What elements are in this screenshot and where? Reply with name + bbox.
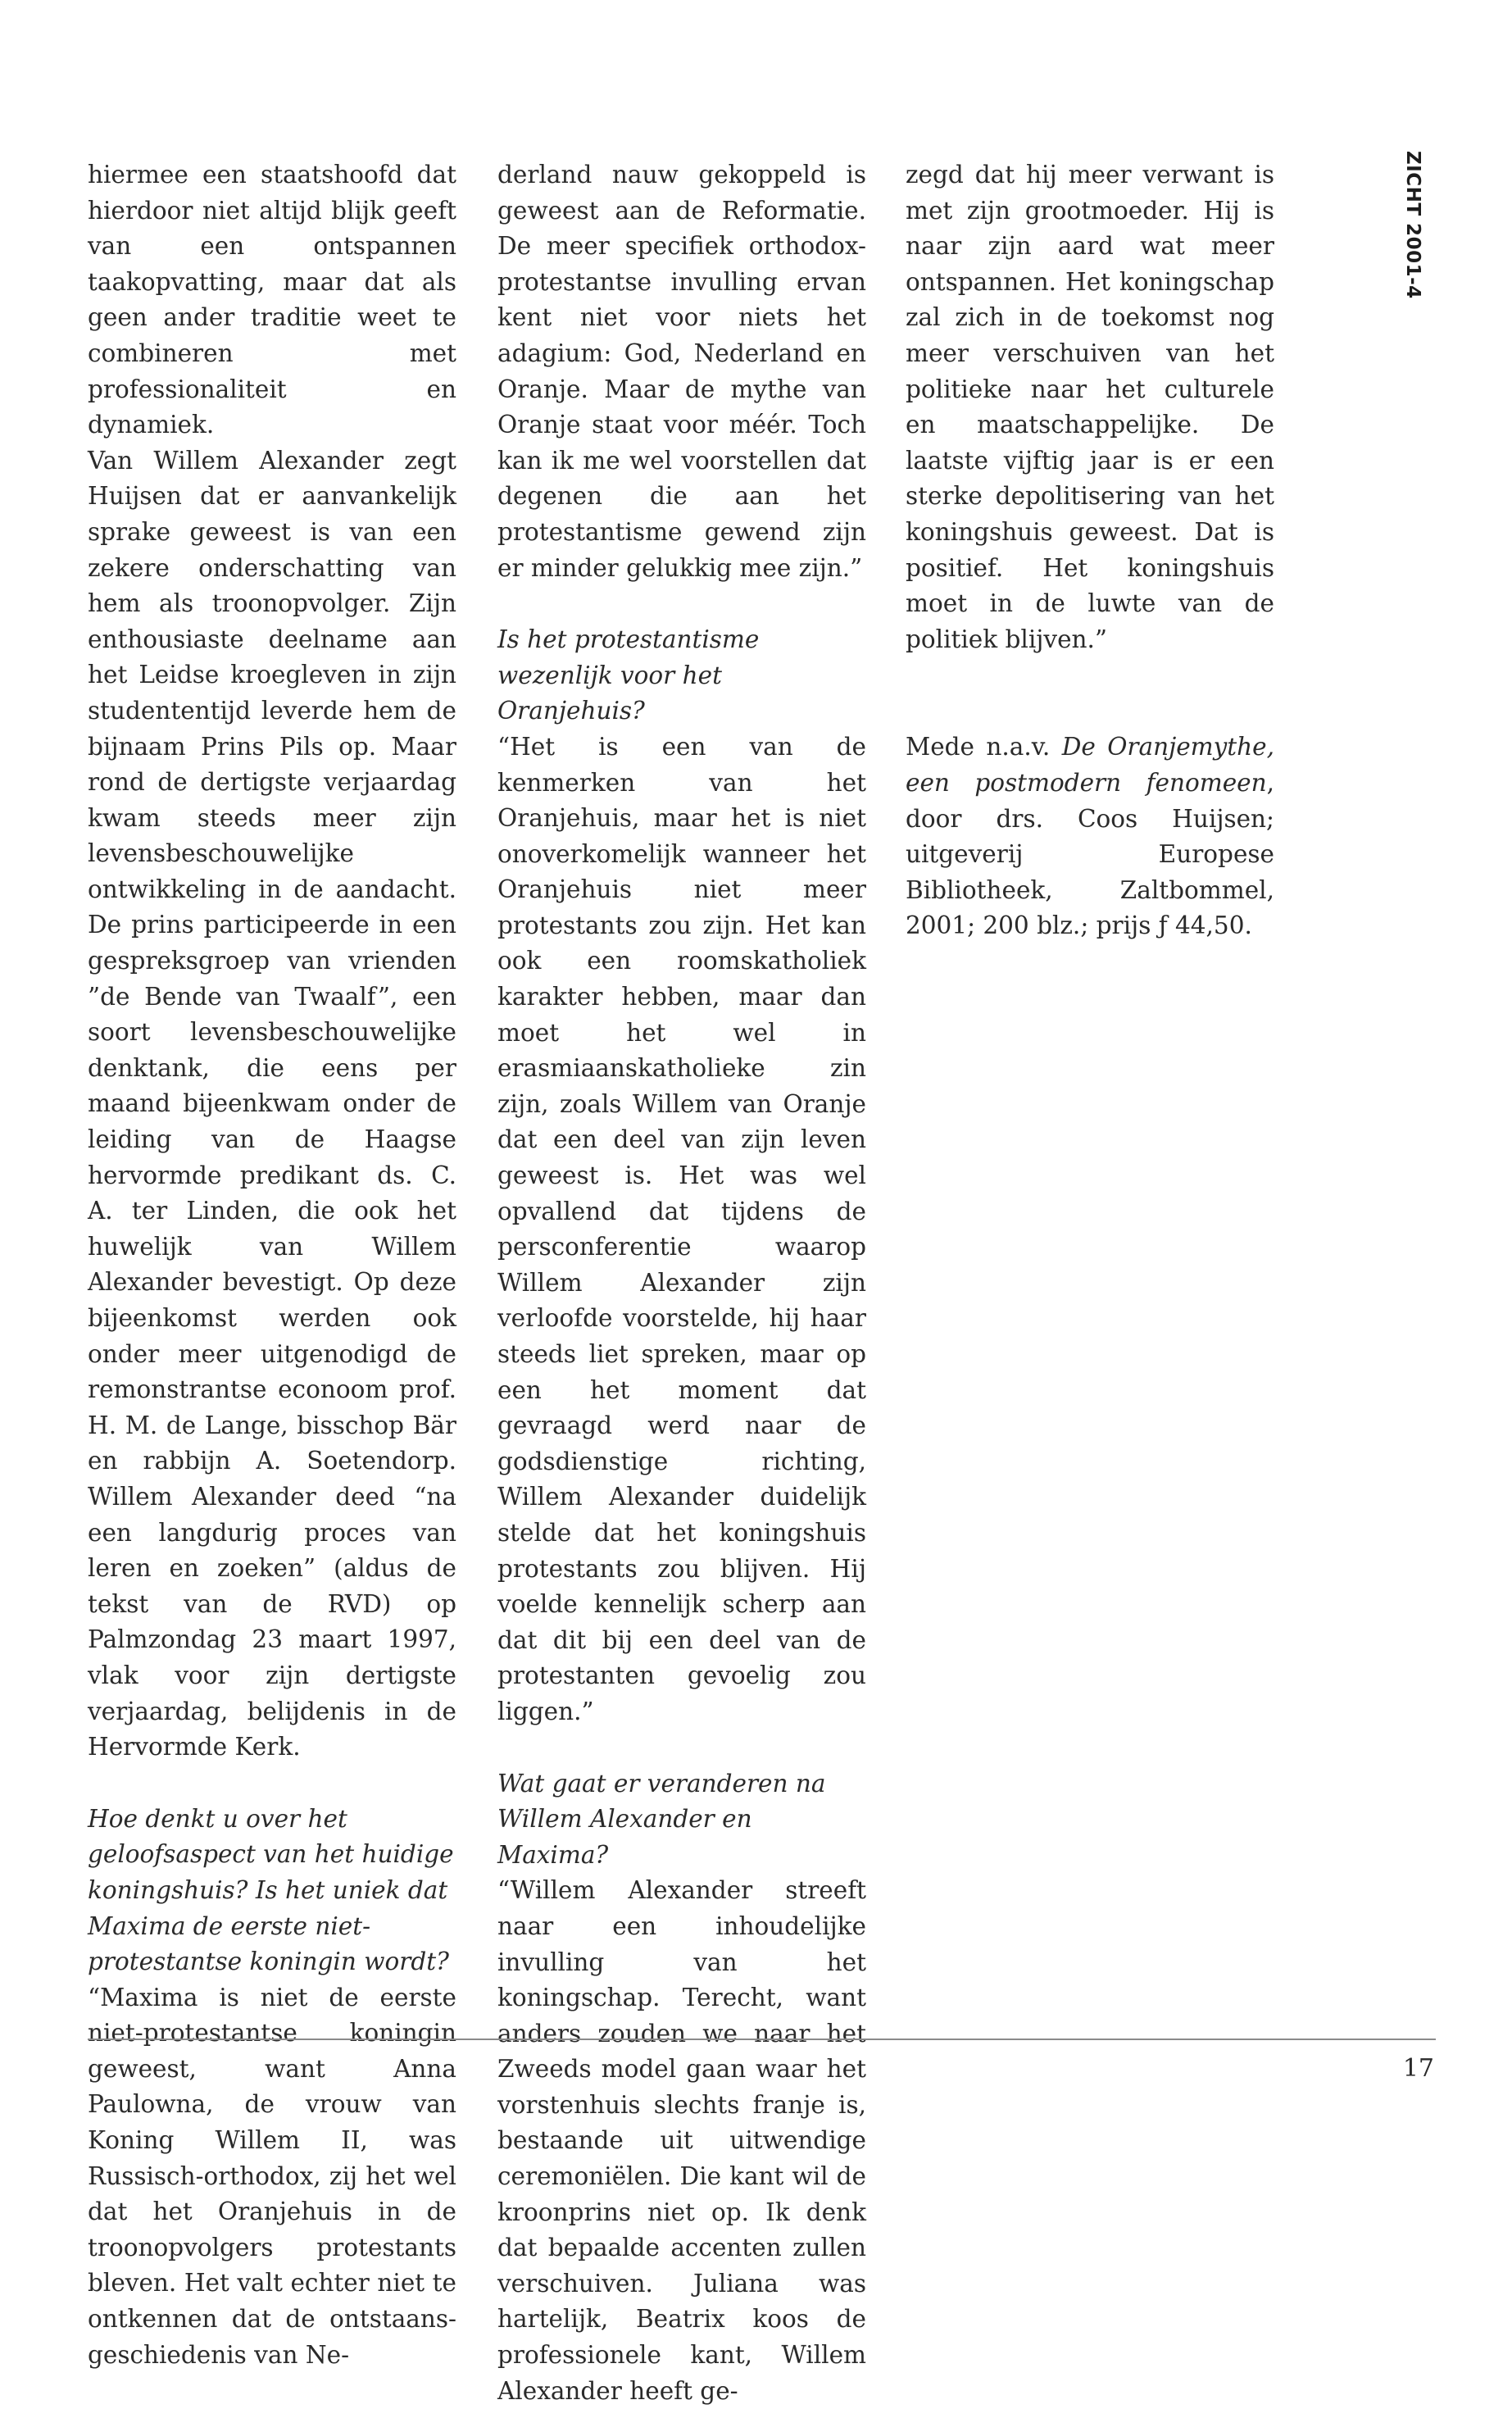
paragraph: hiermee een staatshoofd dat hierdoor niet altijd blijk geeft van een ontspannen taakopvatting, maar dat als geen ander traditie weet te combineren met professionaliteit en dynamiek. [88,161,456,439]
footer-rule [88,2039,1436,2040]
interview-answer: “Willem Alexander streeft naar een inhoudelijke invulling van het koningschap. Terecht, want anders zouden we naar het Zweeds model gaan waar het vorstenhuis slechts franje is, bestaande uit uitwendige ceremoniëlen. Die kant wil de kroonprins niet op. Ik denk dat bepaalde accenten zullen verschuiven. Juliana was hartelijk, Beatrix koos de professionele kant, Willem Alexander heeft ge- [497,1876,866,2405]
paragraph-gap [497,1730,866,1766]
paragraph-gap [906,693,1274,730]
paragraph: Van Willem Alexander zegt Huijsen dat er aanvankelijk sprake geweest is van een zekere onderschatting van hem als troonopvolger. Zijn enthousiaste deelname aan het Leidse kroegleven in zijn studententijd leverde hem de bijnaam Prins Pils op. Maar rond de dertigste verjaardag kwam steeds meer zijn levensbeschouwelijke ontwikkeling in de aandacht. De prins participeerde in een gespreksgroep van vrienden ”de Bende van Twaalf”, een soort levensbeschouwelijke denktank, die eens per maand bijeenkwam onder de leiding van de Haagse hervormde predikant ds. C. A. ter Linden, die ook het huwelijk van Willem Alexander bevestigt. Op deze bijeenkomst werden ook onder meer uitgenodigd de remonstrantse econoom prof. H. M. de Lange, bisschop Bär en rabbijn A. Soetendorp. Willem Alexander deed “na een langdurig proces van leren en zoeken” (aldus de tekst van de RVD) op Palmzondag 23 maart 1997, vlak voor zijn dertigste verjaardag, belijdenis in de Hervormde Kerk. [88,446,456,1761]
paragraph-gap [88,1766,456,1802]
paragraph-gap [497,586,866,622]
text-column-2 [497,157,866,2409]
paragraph: zegd dat hij meer verwant is met zijn grootmoeder. Hij is naar zijn aard wat meer ontspannen. Het koningschap zal zich in de toekomst nog meer verschuiven van het politieke naar het culturele en maatschappelijke. De laatste vijftig jaar is er een sterke depolitisering van het koningshuis geweest. Dat is positief. Het koningshuis moet in de luwte van de politiek blijven.” [906,161,1274,653]
interview-question: Is het protestantisme wezenlijk voor het Oranjehuis? [497,625,760,725]
paragraph-gap [906,657,1274,693]
source-title: De Oranjemythe, een postmodern fenomeen [906,733,1274,797]
interview-question: Hoe denkt u over het geloofsaspect van het huidige koningshuis? Is het uniek dat Maxima de eerste niet-protestantse koningin wordt? [88,1804,454,1976]
interview-answer: “Het is een van de kenmerken van het Oranjehuis, maar het is niet onoverkomelijk wanneer het Oranjehuis niet meer protestants zou zijn. Het kan ook een roomskatholiek karakter hebben, maar dan moet het wel in erasmiaanskatholieke zin zijn, zoals Willem van Oranje dat een deel van zijn leven geweest is. Het was wel opvallend dat tijdens de persconferentie waarop Willem Alexander zijn verloofde voorstelde, hij haar steeds liet spreken, maar op een het moment dat gevraagd werd naar de godsdienstige richting, Willem Alexander duidelijk stelde dat het koningshuis protestants zou blijven. Hij voelde kennelijk scherp aan dat dit bij een deel van de protestanten gevoelig zou liggen.” [497,732,866,1725]
page-number: 17 [1402,2054,1434,2083]
text-column-3 [906,157,1274,944]
source-note [906,730,1274,944]
text-column-1 [88,157,456,2373]
source-prefix: Mede n.a.v. [906,733,1062,761]
interview-answer: “Maxima is niet de eerste niet-protestantse koningin geweest, want Anna Paulowna, de vrouw van Koning Willem II, was Russisch-orthodox, zij het wel dat het Oranjehuis in de troonopvolgers protestants bleven. Het valt echter niet te ontkennen dat de ontstaans-geschiedenis van Ne- [88,1983,456,2369]
source-details: , door drs. Coos Huijsen; uitgeverij Europese Bibliotheek, Zaltbommel, 2001; 200 blz.; prijs ƒ 44,50. [906,768,1274,940]
paragraph: derland nauw gekoppeld is geweest aan de Reformatie. De meer specifiek orthodox-protestantse invulling ervan kent niet voor niets het adagium: God, Nederland en Oranje. Maar de mythe van Oranje staat voor méér. Toch kan ik me wel voorstellen dat degenen die aan het protestantisme gewend zijn er minder gelukkig mee zijn.” [497,161,866,582]
interview-question: Wat gaat er veranderen na Willem Alexander en Maxima? [497,1769,826,1869]
running-head: ZICHT 2001-4 [1402,151,1423,299]
